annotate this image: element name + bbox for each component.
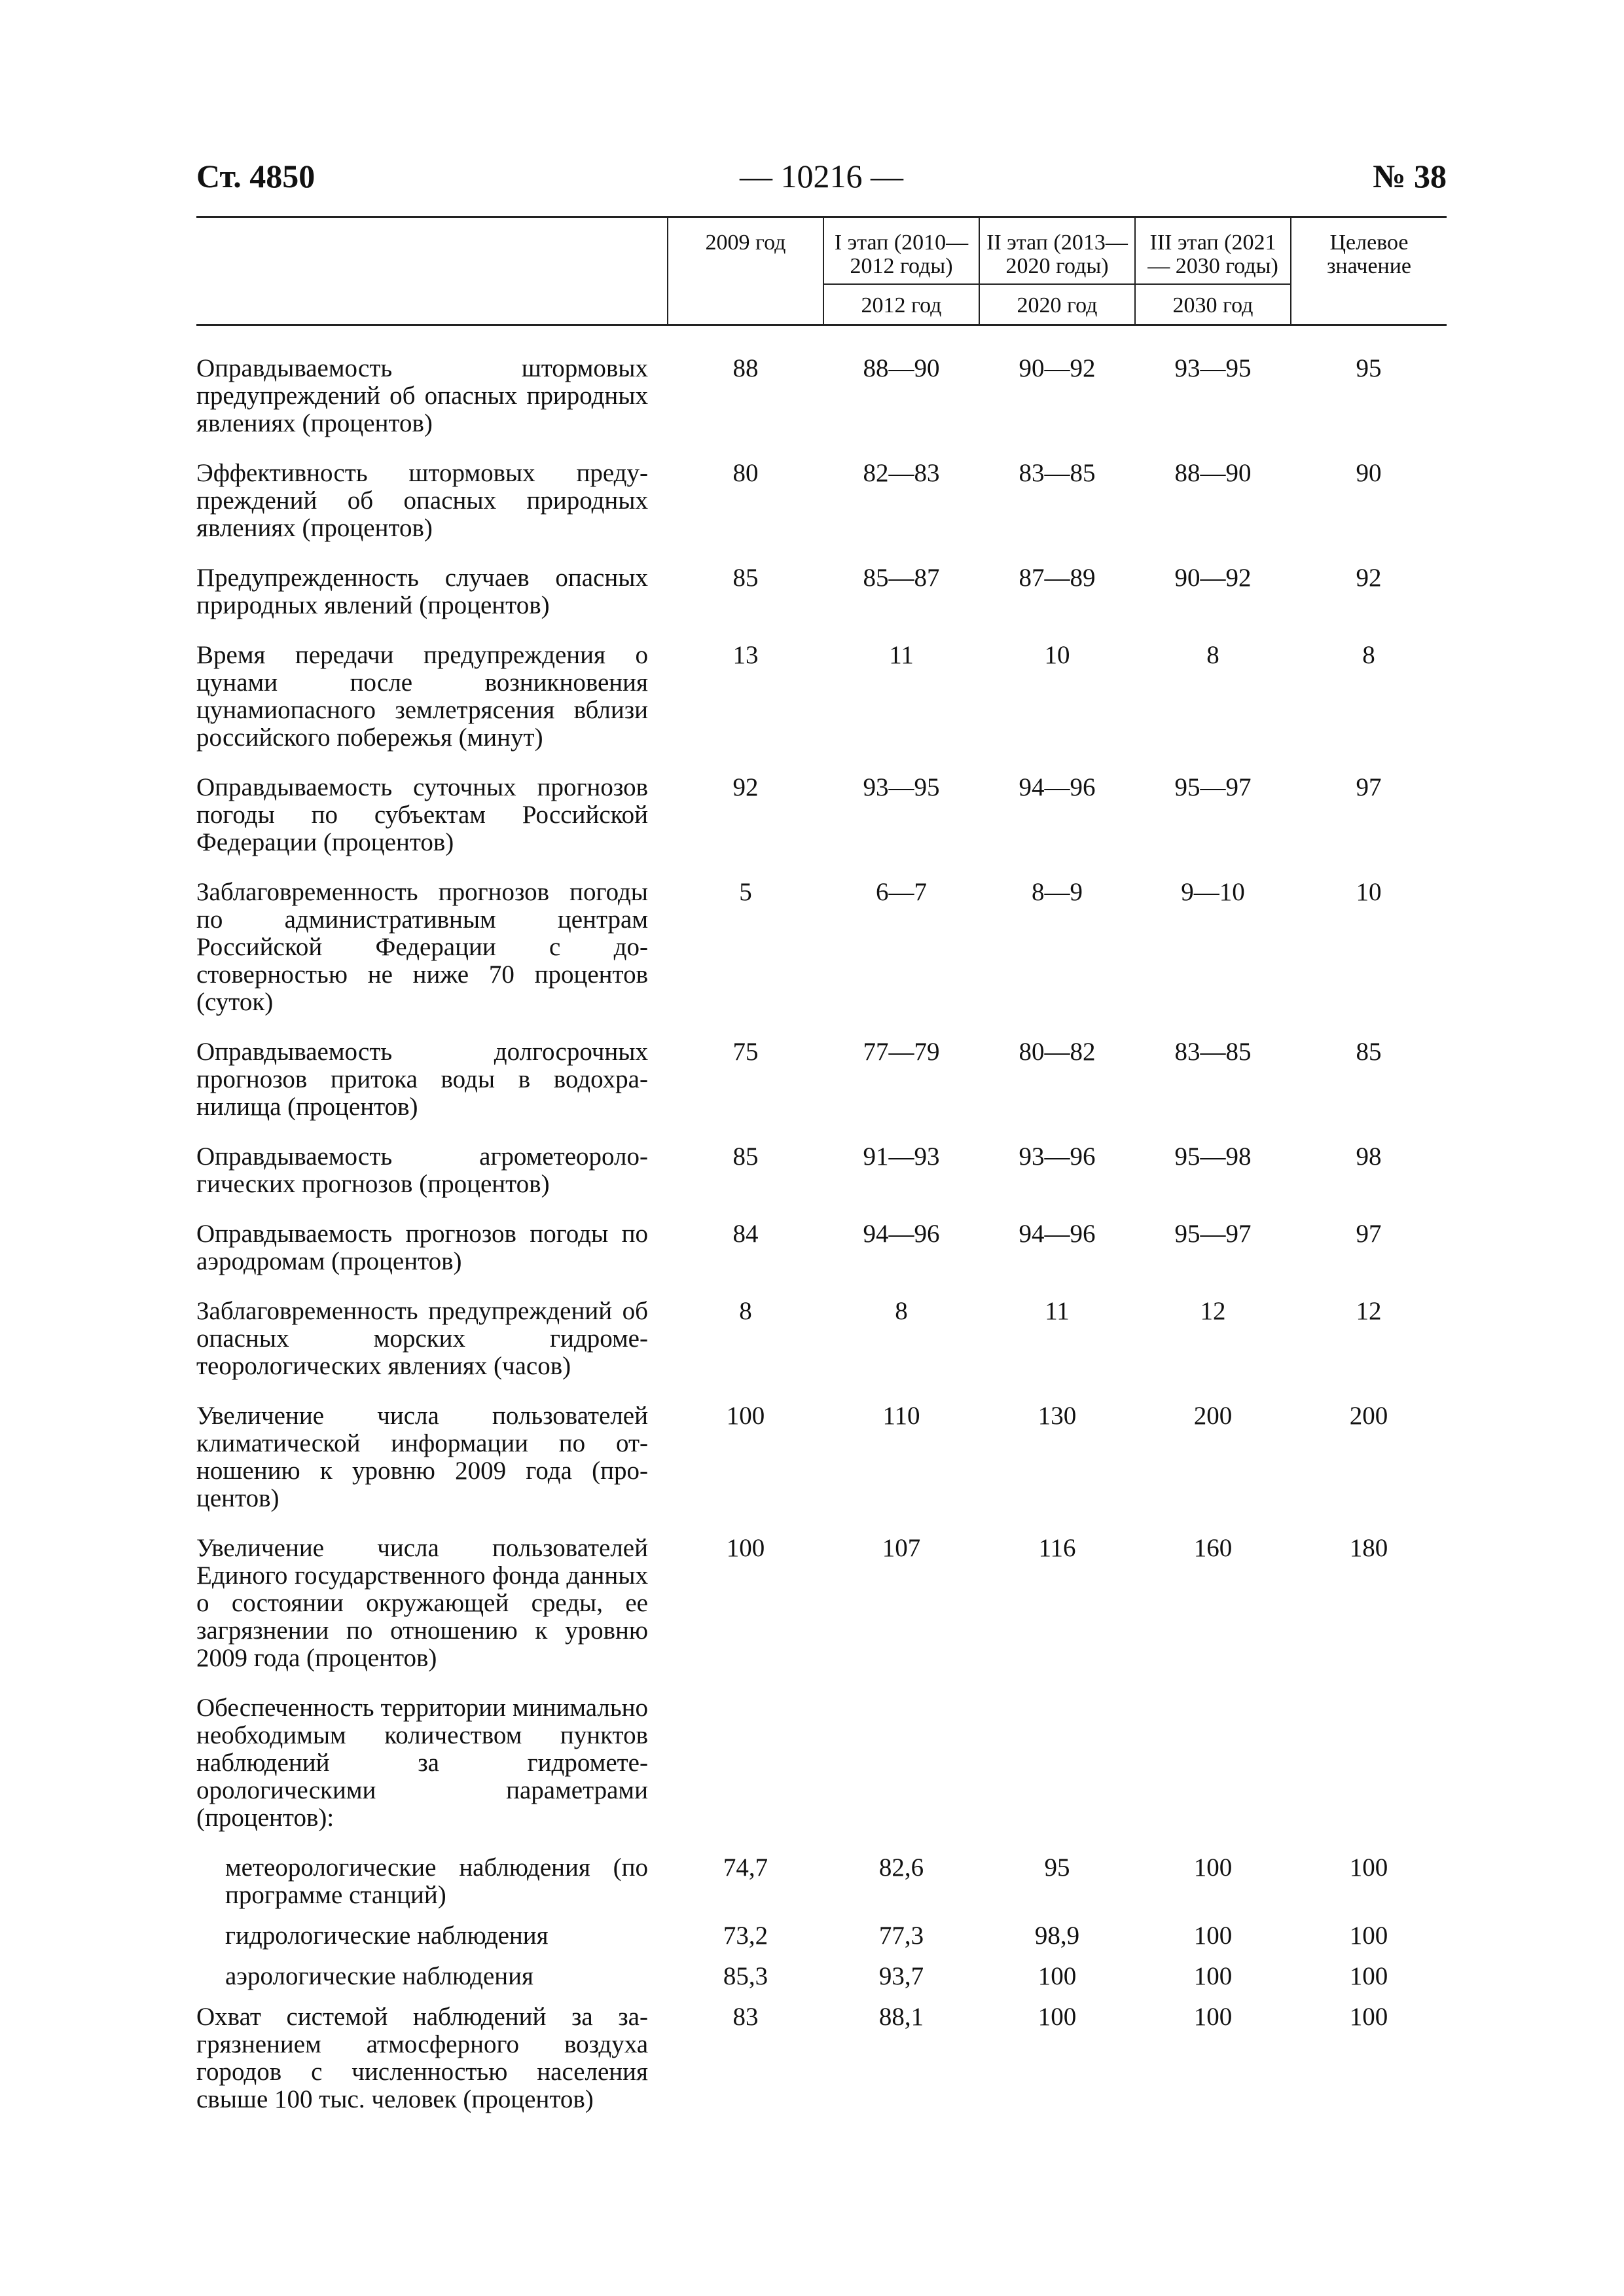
row-value: 100 (1193, 1853, 1233, 1882)
row-value: 5 (739, 878, 752, 906)
row-value: 74,7 (723, 1853, 768, 1882)
row-value: 95—98 (1174, 1142, 1252, 1171)
row-value (1291, 1694, 1447, 1854)
col-subheader-2012: 2012 год (823, 284, 979, 325)
row-label: Увеличение числа пользователей климатической информации по отношению к уровню 2009 года (процентов) (196, 1402, 648, 1512)
row-value: 83—85 (1174, 1038, 1252, 1066)
table-row (196, 325, 1447, 460)
table-body (196, 325, 1447, 2136)
row-value: 77—79 (863, 1038, 940, 1066)
row-value: 8 (895, 1297, 908, 1325)
row-value: 85 (1356, 1038, 1382, 1066)
row-value: 8 (739, 1297, 752, 1325)
row-value: 6—7 (876, 878, 927, 906)
row-value: 85—87 (863, 564, 940, 592)
table-row (196, 564, 1447, 642)
row-label: Оправдываемость штормовых предупреждений об опасных природных явлениях (процентов) (196, 354, 648, 437)
row-value: 10 (1044, 641, 1070, 669)
row-value (668, 1694, 823, 1854)
row-value: 85 (732, 1142, 759, 1171)
table-row (196, 460, 1447, 564)
row-value: 8 (1362, 641, 1375, 669)
row-value: 8—9 (1032, 878, 1083, 906)
row-value: 100 (1038, 1962, 1077, 1990)
row-value: 110 (882, 1402, 920, 1430)
col-header-stage-3: III этап (2021— 2030 годы) (1135, 217, 1291, 285)
row-value: 100 (1193, 2003, 1233, 2031)
row-value: 8 (1206, 641, 1219, 669)
row-value: 83 (732, 2003, 759, 2031)
row-value: 77,3 (878, 1922, 924, 1950)
header-blank (196, 217, 668, 325)
row-label: Эффективность штормовых предупреждений об опасных природных явлениях (процентов) (196, 459, 648, 542)
table-row (196, 1038, 1447, 1143)
row-value: 80 (732, 459, 759, 487)
row-label: Оправдываемость прогнозов погоды по аэродромам (процентов) (196, 1220, 648, 1275)
document-page (196, 157, 1447, 2136)
row-label: Заблаговременность предупреждений об опасных морских гидрометеорологических явлениях (часов) (196, 1297, 648, 1380)
row-value: 12 (1356, 1297, 1382, 1325)
table-row (196, 1922, 1447, 1963)
row-value: 93—95 (1174, 354, 1252, 382)
row-value: 200 (1349, 1402, 1388, 1430)
col-header-stage-1: I этап (2010— 2012 годы) (823, 217, 979, 285)
row-label: Время передачи предупреждения о цунами после возникновения цунамиопасного землетрясения вблизи российского побережья (минут) (196, 641, 648, 752)
row-value: 80—82 (1019, 1038, 1096, 1066)
table-row (196, 2003, 1447, 2136)
row-value: 95—97 (1174, 773, 1252, 801)
row-value: 90 (1356, 459, 1382, 487)
row-label: Увеличение числа пользователей Единого государственного фонда данных о состоянии окружающей среды, ее загрязнении по отношению к уровню 2009 года (процентов) (196, 1534, 648, 1672)
row-value: 93,7 (878, 1962, 924, 1990)
row-value: 100 (1349, 1853, 1388, 1882)
row-value: 100 (1193, 1962, 1233, 1990)
row-value: 94—96 (1019, 773, 1096, 801)
row-value: 92 (732, 773, 759, 801)
table-row (196, 1694, 1447, 1854)
row-label: Заблаговременность прогнозов погоды по административным центрам Российской Федерации с достоверностью не ниже 70 процентов (суток) (196, 878, 648, 1016)
row-value: 90—92 (1019, 354, 1096, 382)
row-value: 97 (1356, 1220, 1382, 1248)
row-value: 93—96 (1019, 1142, 1096, 1171)
row-label: аэрологические наблюдения (225, 1962, 533, 1990)
indicators-table (196, 216, 1447, 2136)
col-header-stage-2: II этап (2013— 2020 годы) (979, 217, 1135, 285)
col-header-target: Целевое значение (1291, 217, 1447, 325)
row-value: 82—83 (863, 459, 940, 487)
row-value: 100 (726, 1534, 765, 1562)
row-label: Охват системой наблюдений за загрязнением атмосферного воздуха городов с численностью населения свыше 100 тыс. человек (процентов) (196, 2003, 648, 2113)
row-value: 95 (1044, 1853, 1070, 1882)
row-value: 12 (1200, 1297, 1226, 1325)
row-label: Оправдываемость агрометеорологических прогнозов (процентов) (196, 1142, 648, 1198)
row-value: 91—93 (863, 1142, 940, 1171)
row-value: 88 (732, 354, 759, 382)
running-head (196, 157, 1447, 203)
row-label: Предупрежденность случаев опасных природных явлений (процентов) (196, 564, 648, 619)
row-value: 200 (1193, 1402, 1233, 1430)
col-header-2009: 2009 год (668, 217, 823, 325)
row-value: 97 (1356, 773, 1382, 801)
row-value: 130 (1038, 1402, 1077, 1430)
col-subheader-2030: 2030 год (1135, 284, 1291, 325)
row-value: 94—96 (863, 1220, 940, 1248)
row-value: 160 (1193, 1534, 1233, 1562)
table-row (196, 774, 1447, 879)
row-label: гидрологические наблюдения (225, 1922, 549, 1950)
row-value: 90—92 (1174, 564, 1252, 592)
table-row (196, 1298, 1447, 1402)
row-label: Оправдываемость долгосрочных прогнозов притока воды в водохранилища (процентов) (196, 1038, 648, 1121)
row-value: 11 (1045, 1297, 1070, 1325)
row-label: метеорологические наблюдения (по программе станций) (225, 1853, 648, 1909)
row-value: 100 (1193, 1922, 1233, 1950)
row-value: 180 (1349, 1534, 1388, 1562)
table-row (196, 642, 1447, 774)
row-label: Обеспеченность территории минимально необходимым количеством пунктов наблюдений за гидрометеорологическими параметрами (процентов): (196, 1694, 648, 1832)
row-value: 84 (732, 1220, 759, 1248)
table-row (196, 1854, 1447, 1922)
row-value: 10 (1356, 878, 1382, 906)
row-value: 88—90 (863, 354, 940, 382)
table-header (196, 217, 1447, 325)
row-value: 94—96 (1019, 1220, 1096, 1248)
row-value: 83—85 (1019, 459, 1096, 487)
row-value: 100 (1349, 2003, 1388, 2031)
row-value: 87—89 (1019, 564, 1096, 592)
row-value: 75 (732, 1038, 759, 1066)
row-value: 98 (1356, 1142, 1382, 1171)
table-row (196, 1535, 1447, 1694)
table-row (196, 1220, 1447, 1298)
row-value (823, 1694, 979, 1854)
row-value: 100 (1038, 2003, 1077, 2031)
article-number: Ст. 4850 (196, 158, 316, 194)
table-row (196, 879, 1447, 1038)
row-value: 88—90 (1174, 459, 1252, 487)
row-value: 95—97 (1174, 1220, 1252, 1248)
row-value: 73,2 (723, 1922, 768, 1950)
row-value: 82,6 (878, 1853, 924, 1882)
col-subheader-2020: 2020 год (979, 284, 1135, 325)
table-row (196, 1963, 1447, 2003)
row-value: 13 (732, 641, 759, 669)
row-value (979, 1694, 1135, 1854)
row-value (1135, 1694, 1291, 1854)
row-value: 107 (882, 1534, 921, 1562)
row-value: 93—95 (863, 773, 940, 801)
page-number: — 10216 — (740, 158, 903, 194)
row-value: 88,1 (878, 2003, 924, 2031)
row-value: 85 (732, 564, 759, 592)
table-row (196, 1402, 1447, 1535)
row-value: 100 (1349, 1962, 1388, 1990)
issue-number: № 38 (1373, 158, 1447, 194)
table-row (196, 1143, 1447, 1220)
row-value: 9—10 (1181, 878, 1245, 906)
row-value: 98,9 (1034, 1922, 1080, 1950)
row-label: Оправдываемость суточных прогнозов погоды по субъектам Российской Федерации (процентов) (196, 773, 648, 856)
row-value: 116 (1038, 1534, 1076, 1562)
row-value: 100 (726, 1402, 765, 1430)
row-value: 85,3 (723, 1962, 768, 1990)
row-value: 95 (1356, 354, 1382, 382)
row-value: 100 (1349, 1922, 1388, 1950)
row-value: 11 (889, 641, 914, 669)
row-value: 92 (1356, 564, 1382, 592)
